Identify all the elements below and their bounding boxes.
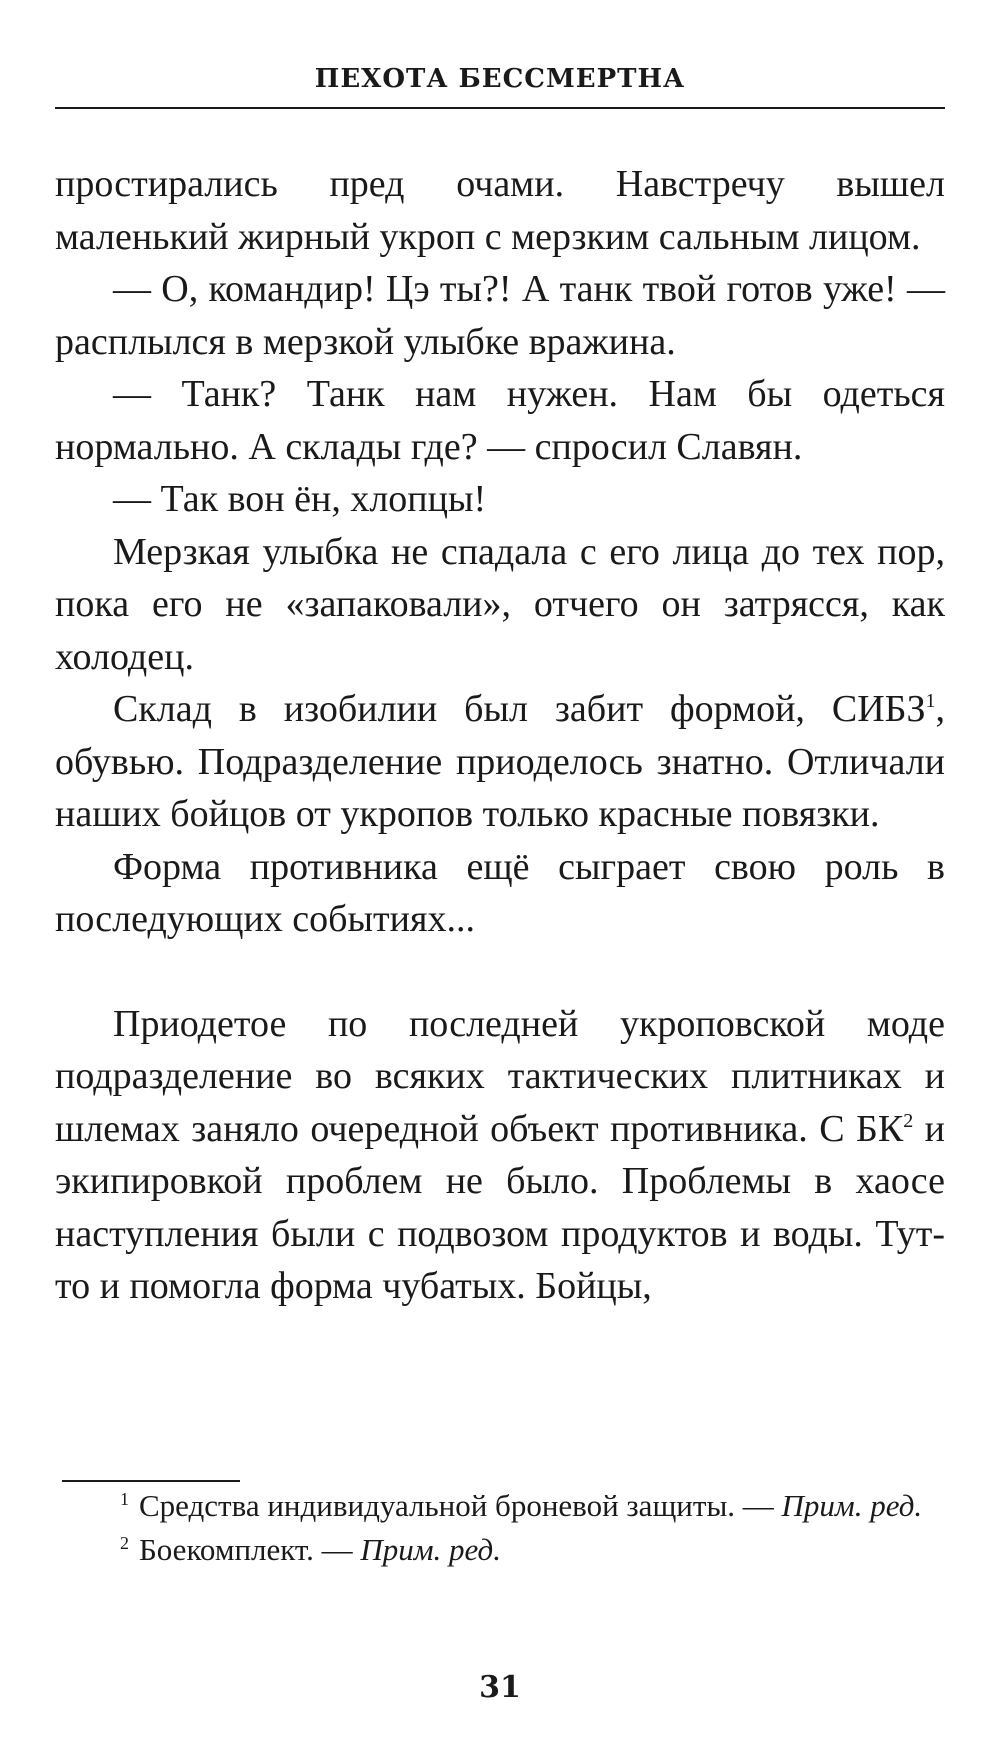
footnotes (55, 1484, 945, 1572)
running-header: ПЕХОТА БЕССМЕРТНА (314, 64, 686, 94)
footnote-rule (62, 1480, 240, 1482)
paragraph-1: простирались пред очами. Навстречу вышел маленький жирный укроп с мерзким сальным лицом. (55, 163, 945, 258)
footnote-ref-2: 2 (903, 1109, 914, 1132)
paragraph-5: Мерзкая улыбка не спадала с его лица до тех пор, пока его не «запаковали», отчего он затрясся, как холодец. (55, 530, 945, 678)
footnote-1-text: Средства индивидуальной броневой защиты. — (139, 1488, 782, 1523)
footnote-1 (55, 1484, 945, 1528)
body-text (55, 158, 945, 1313)
paragraph-8-part-a: Приодетое по последней укроповской моде подразделение во всяких тактических плитниках и шлемах заняло очередной объект противника. С БК (55, 1002, 945, 1150)
paragraph-8-part-b: и экипировкой проблем не было. Проблемы в хаосе наступления были с подвозом продуктов и воды. Тут-то и помогла форма чубатых. Бойцы, (55, 1107, 946, 1307)
paragraph-2: — О, командир! Цэ ты?! А танк твой готов уже! — расплылся в мерзкой улыбке вражина. (55, 268, 945, 363)
paragraph-4: — Так вон ён, хлопцы! (113, 478, 487, 520)
footnote-1-editor-note: Прим. ред. (781, 1488, 923, 1523)
footnote-1-mark: 1 (120, 1489, 129, 1509)
footnote-2-mark: 2 (120, 1533, 129, 1553)
footnote-2-text: Боекомплект. — (139, 1532, 361, 1567)
paragraph-6-part-b: , обувью. Подразделение приоделось знатно. Отличали наших бойцов от укропов только красные повязки. (55, 688, 945, 835)
header-rule (55, 107, 945, 109)
paragraph-6-part-a: Склад в изобилии был забит формой, СИБЗ (113, 688, 926, 730)
footnote-ref-1: 1 (925, 690, 936, 712)
footnote-2-editor-note: Прим. ред. (360, 1532, 501, 1567)
paragraph-7: Форма противника ещё сыграет свою роль в последующих событиях... (55, 845, 945, 940)
footnote-2 (55, 1528, 945, 1572)
section-gap (55, 946, 945, 998)
page-number: 31 (479, 1670, 521, 1705)
paragraph-6 (55, 683, 945, 841)
paragraph-3: — Танк? Танк нам нужен. Нам бы одеться нормально. А склады где? — спросил Славян. (55, 373, 945, 468)
paragraph-8 (55, 998, 945, 1313)
